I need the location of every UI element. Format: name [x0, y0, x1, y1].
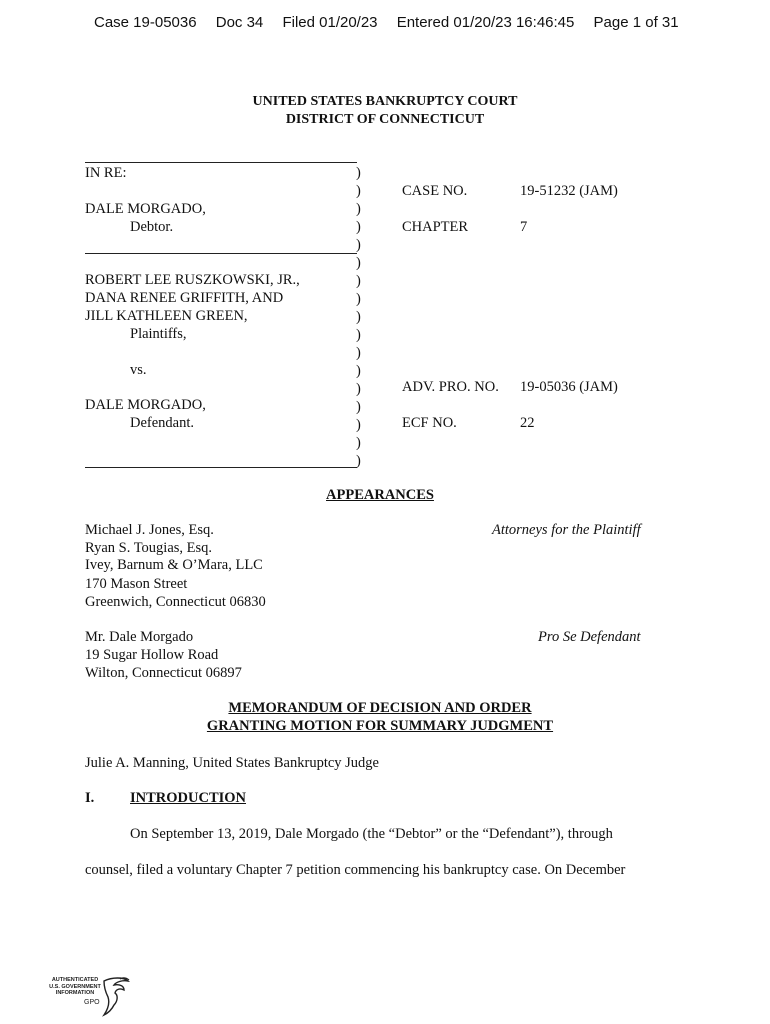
- defendant-address-line: Mr. Dale Morgado: [85, 629, 194, 645]
- case-number: Case 19-05036: [94, 14, 197, 31]
- caption-paren: ): [356, 417, 361, 433]
- caption-paren: ): [356, 381, 361, 397]
- caption-paren: ): [356, 435, 361, 451]
- appearances-heading: APPEARANCES: [326, 487, 434, 503]
- caption-rule-top: [85, 162, 357, 163]
- defendant-address-line: Wilton, Connecticut 06897: [85, 665, 242, 681]
- debtor-role: Debtor.: [130, 219, 174, 235]
- caption-paren: ): [356, 453, 361, 469]
- entered-date: Entered 01/20/23 16:46:45: [396, 14, 575, 31]
- counsel-role: Attorneys for the Plaintiff: [492, 522, 641, 538]
- logo-text: AUTHENTICATED: [51, 977, 99, 983]
- judge-line: Julie A. Manning, United States Bankruptcy Judge: [85, 755, 379, 771]
- defendant-name: DALE MORGADO,: [85, 397, 206, 413]
- ecf-label: ECF NO.: [402, 415, 457, 431]
- section-heading: INTRODUCTION: [130, 790, 247, 806]
- memorandum-subtitle: GRANTING MOTION FOR SUMMARY JUDGMENT: [206, 718, 554, 734]
- caption-paren: ): [356, 309, 361, 325]
- caption-paren: ): [356, 363, 361, 379]
- adv-pro-value: 19-05036 (JAM): [520, 379, 618, 395]
- adv-pro-label: ADV. PRO. NO.: [402, 379, 499, 395]
- counsel-line: Michael J. Jones, Esq.: [85, 522, 214, 538]
- caption-paren: ): [356, 165, 361, 181]
- counsel-line: 170 Mason Street: [85, 576, 188, 592]
- caption-paren: ): [356, 219, 361, 235]
- ecf-value: 22: [520, 415, 535, 431]
- defendant-address-line: 19 Sugar Hollow Road: [85, 647, 219, 663]
- debtor-name: DALE MORGADO,: [85, 201, 206, 217]
- plaintiffs-role: Plaintiffs,: [130, 326, 187, 342]
- caption-paren: ): [356, 255, 361, 271]
- gpo-authentication-logo: [44, 975, 134, 1019]
- caption-rule-middle: [85, 253, 357, 254]
- in-re-label: IN RE:: [85, 165, 127, 181]
- caption-paren: ): [356, 183, 361, 199]
- logo-text: INFORMATION: [55, 990, 95, 996]
- section-number: I.: [85, 790, 95, 806]
- logo-gpo-text: GPO: [84, 999, 100, 1006]
- memorandum-title: MEMORANDUM OF DECISION AND ORDER: [228, 700, 532, 716]
- counsel-line: Ivey, Barnum & O’Mara, LLC: [85, 557, 263, 573]
- body-paragraph-line: On September 13, 2019, Dale Morgado (the “Debtor” or the “Defendant”), through: [130, 826, 613, 842]
- doc-number: Doc 34: [215, 14, 264, 31]
- caption-paren: ): [356, 345, 361, 361]
- court-name: UNITED STATES BANKRUPTCY COURT: [252, 94, 518, 109]
- caption-paren: ): [356, 291, 361, 307]
- caption-paren: ): [356, 237, 361, 253]
- caption-paren: ): [356, 399, 361, 415]
- filing-header: [94, 14, 694, 31]
- court-district: DISTRICT OF CONNECTICUT: [285, 112, 485, 127]
- body-paragraph-line: counsel, filed a voluntary Chapter 7 petition commencing his bankruptcy case. On December: [85, 862, 626, 878]
- case-no-value: 19-51232 (JAM): [520, 183, 618, 199]
- defendant-role: Defendant.: [130, 415, 195, 431]
- eagle-icon: [100, 975, 132, 1017]
- chapter-label: CHAPTER: [402, 219, 469, 235]
- counsel-line: Ryan S. Tougias, Esq.: [85, 540, 213, 556]
- versus-label: vs.: [130, 362, 147, 378]
- logo-text: U.S. GOVERNMENT: [49, 983, 101, 990]
- case-no-label: CASE NO.: [402, 183, 468, 199]
- filed-date: Filed 01/20/23: [282, 14, 378, 31]
- defendant-role-label: Pro Se Defendant: [538, 629, 641, 645]
- caption-paren: ): [356, 327, 361, 343]
- counsel-line: Greenwich, Connecticut 06830: [85, 594, 266, 610]
- page-indicator: Page 1 of 31: [593, 14, 679, 31]
- caption-paren: ): [356, 201, 361, 217]
- plaintiff-name: JILL KATHLEEN GREEN,: [85, 308, 248, 324]
- caption-rule-bottom: [85, 467, 357, 468]
- plaintiff-name: DANA RENEE GRIFFITH, AND: [85, 290, 284, 306]
- chapter-value: 7: [520, 219, 528, 235]
- plaintiff-name: ROBERT LEE RUSZKOWSKI, JR.,: [85, 272, 300, 288]
- caption-paren: ): [356, 273, 361, 289]
